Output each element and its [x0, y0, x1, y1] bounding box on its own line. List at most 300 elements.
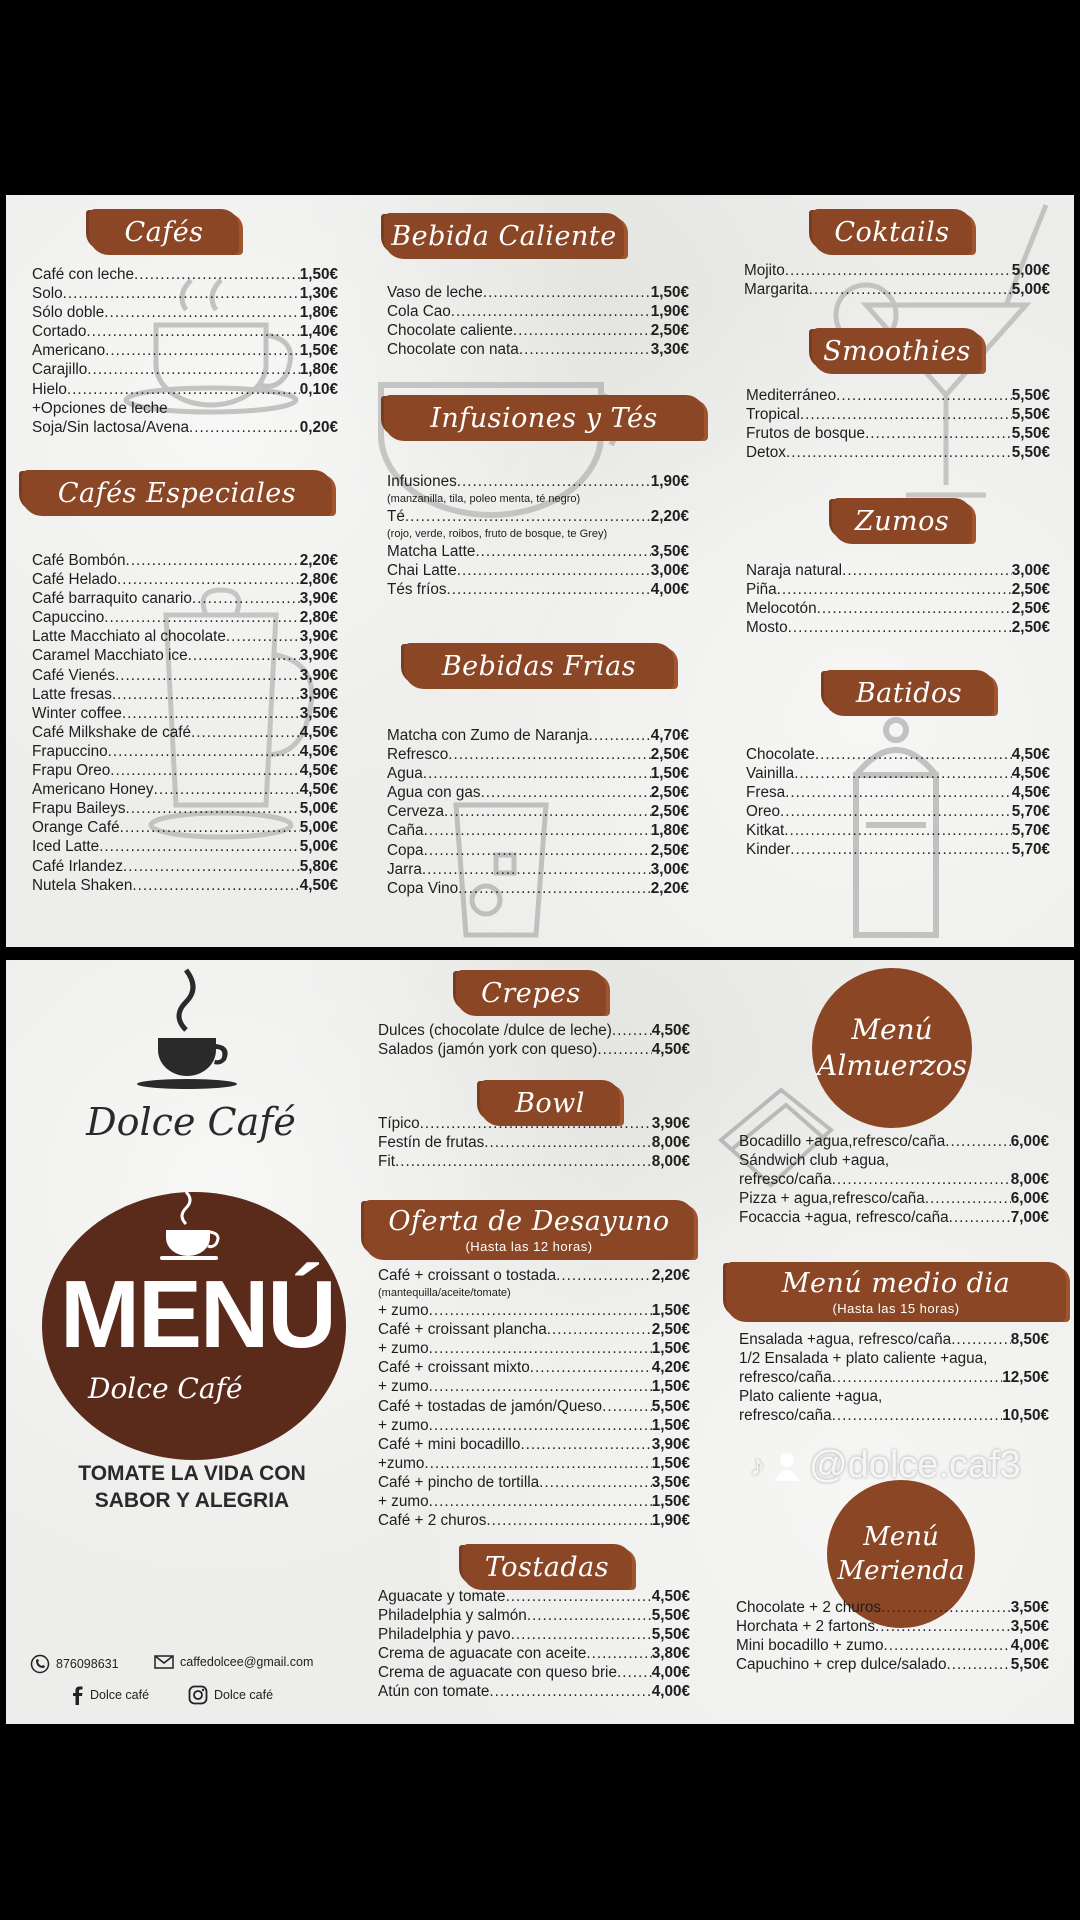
item-price: 2,50€ — [1011, 581, 1050, 599]
list-item — [32, 570, 338, 589]
list-item: Té ..... 2,20€ — [387, 507, 689, 526]
item-name: Latte fresas — [32, 685, 112, 703]
item-price: 1,50€ — [651, 1454, 690, 1472]
list-item — [378, 1339, 690, 1358]
item-name: Vaso de leche — [387, 284, 483, 301]
phone-contact[interactable] — [30, 1654, 119, 1674]
merienda-list — [736, 1598, 1049, 1674]
bebida-caliente-section-title: Bebida Caliente — [384, 213, 624, 259]
item-name: Café Vienés — [32, 666, 116, 684]
list-item — [746, 821, 1050, 840]
tostadas-section-title: Tostadas — [462, 1544, 632, 1590]
item-price: 2,50€ — [651, 1321, 690, 1339]
item-name: Winter coffee — [32, 704, 122, 722]
menu-word: MENÚ — [60, 1261, 335, 1368]
item-price: 4,50€ — [299, 762, 338, 780]
te-note: (rojo, verde, roibos, fruto de bosque, te Grey) — [387, 528, 608, 541]
almuerzos-title-2: Almuerzos — [817, 1049, 967, 1082]
item-name: Carajillo — [32, 361, 88, 379]
item-name: Cola Cao — [387, 303, 451, 321]
item-name: Café Helado — [32, 571, 118, 589]
item-name: Festín de frutas — [378, 1134, 485, 1152]
item-price: 3,00€ — [650, 562, 689, 580]
list-item — [32, 761, 338, 780]
item-name: Capuccino — [32, 609, 105, 627]
item-price: 2,50€ — [650, 322, 689, 340]
crepes-section-title: Crepes — [456, 970, 606, 1016]
list-item — [378, 1397, 690, 1416]
bebidas-frias-list — [387, 726, 689, 898]
item-name: 1/2 Ensalada + plato caliente +agua, — [739, 1350, 988, 1368]
list-item — [746, 386, 1050, 405]
item-price: 1,90€ — [650, 303, 689, 321]
cafes-section-title: Cafés — [89, 209, 239, 255]
item-price: 4,00€ — [651, 1683, 690, 1701]
email-icon — [154, 1654, 174, 1670]
list-item — [378, 1377, 690, 1396]
item-price: 4,50€ — [299, 781, 338, 799]
item-price: 10,50€ — [1002, 1407, 1049, 1425]
cafes-list — [32, 265, 338, 437]
list-item — [378, 1606, 690, 1625]
list-item — [746, 561, 1050, 580]
item-price: 5,50€ — [651, 1397, 690, 1415]
item-price: 3,50€ — [299, 704, 338, 722]
item-name: Jarra — [387, 860, 422, 878]
infusiones-list — [387, 472, 689, 599]
list-item — [387, 561, 689, 580]
coktails-section-title: Coktails — [812, 209, 972, 255]
medio-dia-section-title — [726, 1262, 1066, 1322]
list-item — [32, 341, 338, 360]
list-item — [746, 424, 1050, 443]
tiktok-icon: ♪ — [750, 1448, 765, 1482]
list-item — [32, 322, 338, 341]
item-price: 1,30€ — [299, 285, 338, 303]
zumos-list — [746, 561, 1050, 637]
item-price: 2,20€ — [299, 552, 338, 569]
coffee-cup-logo-icon — [130, 960, 250, 1100]
list-item — [746, 599, 1050, 618]
list-item — [387, 302, 689, 321]
list-item — [387, 726, 689, 745]
list-item — [378, 1320, 690, 1339]
item-price: 8,50€ — [1010, 1331, 1049, 1348]
item-price: 4,70€ — [650, 727, 689, 744]
item-price: 2,20€ — [650, 879, 689, 897]
item-name: Café Bombón — [32, 552, 126, 569]
food-menu-page — [6, 960, 1074, 1724]
item-name: Frutos de bosque — [746, 425, 866, 443]
almuerzos-title-1: Menú — [851, 1013, 933, 1046]
list-item — [378, 1644, 690, 1663]
list-item — [736, 1617, 1049, 1636]
item-price: 3,30€ — [650, 341, 689, 359]
item-name: Bocadillo +agua,refresco/caña — [739, 1133, 946, 1150]
item-name: Copa Vino — [387, 879, 459, 897]
item-price: 3,90€ — [299, 666, 338, 684]
list-item — [744, 280, 1050, 299]
instagram-contact[interactable] — [188, 1685, 273, 1705]
item-name: Café barraquito canario — [32, 590, 192, 608]
medio-dia-title: Menú medio dia — [781, 1268, 1011, 1299]
item-price: 3,90€ — [299, 647, 338, 665]
item-price: 5,70€ — [1011, 803, 1050, 821]
item-name: Refresco — [387, 746, 449, 764]
item-price: 5,50€ — [1011, 387, 1050, 404]
item-price: 2,50€ — [650, 784, 689, 802]
merienda-title-2: Merienda — [837, 1556, 965, 1586]
list-item — [387, 745, 689, 764]
item-price: 4,50€ — [651, 1041, 690, 1059]
list-item — [378, 1301, 690, 1320]
item-price: 3,50€ — [651, 1473, 690, 1491]
item-name: Chocolate con nata — [387, 341, 519, 359]
item-price: 3,90€ — [299, 685, 338, 703]
item-price: 4,00€ — [650, 581, 689, 599]
item-name: Atún con tomate — [378, 1683, 490, 1701]
cafes-especiales-section-title: Cafés Especiales — [22, 470, 332, 516]
item-name: Orange Café — [32, 819, 120, 837]
menu-sub-brand: Dolce Café — [88, 1372, 243, 1405]
item-price: 4,20€ — [651, 1359, 690, 1377]
zumos-section-title: Zumos — [832, 498, 972, 544]
item-price: 4,00€ — [651, 1664, 690, 1682]
list-item — [739, 1151, 1049, 1170]
item-name: + zumo — [378, 1378, 429, 1396]
facebook-name: Dolce café — [90, 1688, 150, 1702]
item-price: 3,50€ — [650, 543, 689, 561]
list-item — [746, 745, 1050, 764]
list-item — [746, 618, 1050, 637]
list-item — [378, 1040, 690, 1059]
item-price: 5,00€ — [1011, 281, 1050, 299]
item-price: 1,40€ — [299, 323, 338, 341]
item-price: 1,50€ — [650, 284, 689, 301]
email-contact[interactable] — [154, 1654, 313, 1670]
list-item — [746, 580, 1050, 599]
instagram-icon — [188, 1685, 208, 1705]
item-price: 5,50€ — [1010, 1656, 1049, 1674]
item-price: 7,00€ — [1010, 1209, 1049, 1227]
item-name: Mini bocadillo + zumo — [736, 1637, 884, 1655]
item-price: 5,70€ — [1011, 841, 1050, 859]
item-name: Tropical — [746, 406, 800, 424]
item-name: Crema de aguacate con queso brie — [378, 1664, 617, 1682]
item-name: Naraja natural — [746, 562, 843, 579]
item-name: Aguacate y tomate — [378, 1588, 506, 1605]
list-item — [744, 261, 1050, 280]
list-item — [739, 1406, 1049, 1425]
list-item — [32, 608, 338, 627]
item-name: Café + croissant plancha — [378, 1321, 547, 1339]
item-name: Detox — [746, 444, 786, 462]
item-price: 0,20€ — [299, 418, 338, 436]
item-name: Sándwich club +agua, — [739, 1152, 890, 1170]
list-item — [378, 1454, 690, 1473]
item-price: 3,00€ — [1011, 562, 1050, 579]
item-price: 3,00€ — [650, 860, 689, 878]
item-name: refresco/caña — [739, 1171, 832, 1189]
item-name: Oreo — [746, 803, 781, 821]
list-item — [32, 723, 338, 742]
item-name: Chai Latte — [387, 562, 457, 580]
item-name: Margarita — [744, 281, 809, 299]
item-name: Soja/Sin lactosa/Avena — [32, 418, 190, 436]
item-name: Caña — [387, 822, 424, 840]
list-item — [378, 1435, 690, 1454]
list-item — [32, 551, 338, 570]
user-icon — [773, 1451, 801, 1481]
list-item — [378, 1133, 690, 1152]
item-price: 1,50€ — [651, 1416, 690, 1434]
item-name: Vainilla — [746, 765, 795, 783]
item-price: 4,50€ — [651, 1588, 690, 1605]
list-item — [378, 1511, 690, 1530]
item-name: Kinder — [746, 841, 791, 859]
smoothies-section-title: Smoothies — [812, 328, 982, 374]
almuerzos-list — [739, 1132, 1049, 1227]
slogan — [32, 1460, 352, 1514]
item-price: 8,00€ — [651, 1134, 690, 1152]
item-name: Horchata + 2 fartons — [736, 1618, 876, 1636]
list-item — [32, 265, 338, 284]
item-name: Melocotón — [746, 600, 817, 618]
item-name: Matcha con Zumo de Naranja — [387, 727, 589, 744]
item-price: 2,80€ — [299, 571, 338, 589]
list-item — [739, 1368, 1049, 1387]
item-name: Piña — [746, 581, 777, 599]
infusiones-section-title: Infusiones y Tés — [384, 395, 704, 441]
list-item — [739, 1189, 1049, 1208]
item-price: 5,70€ — [1011, 822, 1050, 840]
item-name: Agua — [387, 765, 423, 783]
bowl-list — [378, 1114, 690, 1171]
bebida-caliente-list — [387, 283, 689, 359]
item-name: Plato caliente +agua, — [739, 1388, 883, 1406]
item-name: Mojito — [744, 262, 785, 279]
list-item — [32, 360, 338, 379]
item-name: Hielo — [32, 380, 67, 398]
item-price: 5,50€ — [1011, 425, 1050, 443]
list-item — [378, 1625, 690, 1644]
desayuno-note: (mantequilla/aceite/tomate) — [378, 1287, 511, 1300]
item-name: Café Irlandez — [32, 857, 123, 875]
item-name: Café + pincho de tortilla — [378, 1473, 540, 1491]
list-item — [746, 443, 1050, 462]
list-item — [746, 783, 1050, 802]
item-name: Tés fríos — [387, 581, 447, 599]
item-price: 5,00€ — [299, 800, 338, 818]
item-name: Focaccia +agua, refresco/caña — [739, 1209, 949, 1227]
list-item — [32, 399, 338, 418]
list-item — [746, 764, 1050, 783]
item-price: 8,00€ — [1010, 1171, 1049, 1189]
phone-icon — [30, 1654, 50, 1674]
item-name: Copa — [387, 841, 424, 859]
coktails-list — [744, 261, 1050, 299]
item-name: Frapu Baileys — [32, 800, 126, 818]
list-item — [378, 1358, 690, 1377]
brand-name: Dolce Café — [86, 1100, 296, 1144]
list-item — [387, 321, 689, 340]
item-price: 2,80€ — [299, 609, 338, 627]
item-name: Café + 2 churos — [378, 1512, 487, 1530]
list-item — [387, 841, 689, 860]
item-price: 8,00€ — [651, 1153, 690, 1171]
batidos-section-title: Batidos — [824, 670, 994, 716]
list-item — [378, 1492, 690, 1511]
item-price: 2,50€ — [650, 803, 689, 821]
item-price: 4,50€ — [1011, 746, 1050, 763]
item-price: 1,50€ — [299, 266, 338, 283]
tiktok-watermark — [750, 1444, 1021, 1487]
list-item — [32, 837, 338, 856]
item-price: 5,50€ — [651, 1626, 690, 1644]
list-item — [746, 802, 1050, 821]
item-name: Café con leche — [32, 266, 135, 283]
smoothies-list — [746, 386, 1050, 462]
list-item — [387, 802, 689, 821]
item-name: Café Milkshake de café — [32, 723, 191, 741]
item-name: + zumo — [378, 1302, 429, 1320]
list-item — [387, 542, 689, 561]
tostadas-list — [378, 1587, 690, 1702]
list-item: Café + croissant o tostada ..... 2,20€ — [378, 1266, 690, 1285]
list-item — [32, 857, 338, 876]
item-price: 1,50€ — [651, 1302, 690, 1320]
list-item — [378, 1416, 690, 1435]
desayuno-section-title — [364, 1200, 694, 1260]
item-name: Nutela Shaken — [32, 876, 133, 894]
item-name: Matcha Latte — [387, 543, 476, 561]
email-address: caffedolcee@gmail.com — [180, 1655, 314, 1669]
item-name: Frapuccino — [32, 742, 108, 760]
list-item — [387, 860, 689, 879]
item-name: Dulces (chocolate /dulce de leche) — [378, 1022, 612, 1039]
item-price: 1,50€ — [651, 1340, 690, 1358]
batidos-list — [746, 745, 1050, 860]
item-name: Pizza + agua,refresco/caña — [739, 1190, 925, 1208]
item-name: Café + croissant mixto — [378, 1359, 530, 1377]
item-name: Solo — [32, 285, 63, 303]
item-price: 5,00€ — [299, 838, 338, 856]
list-item — [378, 1473, 690, 1492]
item-name: Kitkat — [746, 822, 785, 840]
item-price: 3,90€ — [651, 1435, 690, 1453]
item-name: Americano — [32, 342, 106, 360]
bebidas-frias-section-title: Bebidas Frias — [404, 643, 674, 689]
list-item: Infusiones ..... 1,90€ — [387, 472, 689, 491]
item-price: 1,50€ — [651, 1378, 690, 1396]
list-item — [387, 764, 689, 783]
desayuno-list — [378, 1266, 690, 1530]
item-price: 2,50€ — [650, 841, 689, 859]
item-price: 4,50€ — [1011, 765, 1050, 783]
item-name: Chocolate — [746, 746, 815, 763]
item-name: Agua con gas — [387, 784, 481, 802]
list-item — [32, 685, 338, 704]
item-price: 2,50€ — [1011, 600, 1050, 618]
list-item — [746, 405, 1050, 424]
medio-dia-subtitle: (Hasta las 15 horas) — [832, 1301, 960, 1316]
list-item — [32, 627, 338, 646]
item-price: 3,90€ — [299, 590, 338, 608]
list-item — [736, 1655, 1049, 1674]
item-name: Americano Honey — [32, 781, 154, 799]
item-name: Cerveza — [387, 803, 444, 821]
list-item — [739, 1349, 1049, 1368]
item-name: Chocolate caliente — [387, 322, 513, 340]
list-item — [746, 840, 1050, 859]
list-item — [739, 1132, 1049, 1151]
facebook-contact[interactable] — [70, 1685, 149, 1705]
list-item — [32, 303, 338, 322]
item-name: + zumo — [378, 1416, 429, 1434]
item-price: 3,50€ — [1010, 1599, 1049, 1616]
item-price: 12,50€ — [1002, 1369, 1049, 1387]
item-name: Frapu Oreo — [32, 762, 111, 780]
list-item — [739, 1170, 1049, 1189]
item-price: 4,50€ — [299, 723, 338, 741]
item-name: Latte Macchiato al chocolate — [32, 628, 226, 646]
list-item — [32, 780, 338, 799]
item-price: 1,90€ — [651, 1512, 690, 1530]
cafes-especiales-list — [32, 551, 338, 895]
bowl-section-title: Bowl — [480, 1080, 620, 1126]
instagram-name: Dolce café — [214, 1688, 274, 1702]
item-name: Chocolate + 2 churos — [736, 1599, 881, 1616]
list-item — [32, 589, 338, 608]
item-price: 1,80€ — [299, 304, 338, 322]
list-item — [739, 1387, 1049, 1406]
item-name: + zumo — [378, 1493, 429, 1511]
item-price: 4,50€ — [651, 1022, 690, 1039]
item-name: Philadelphia y pavo — [378, 1626, 511, 1644]
list-item — [378, 1663, 690, 1682]
item-name: refresco/caña — [739, 1407, 832, 1425]
list-item — [32, 380, 338, 399]
phone-number: 876098631 — [56, 1657, 119, 1671]
slogan-line-1: TOMATE LA VIDA CON — [78, 1462, 306, 1485]
item-price: 5,00€ — [299, 819, 338, 837]
item-price: 1,80€ — [650, 822, 689, 840]
list-item — [387, 283, 689, 302]
list-item — [378, 1021, 690, 1040]
item-price: 5,50€ — [1011, 444, 1050, 462]
item-price: 1,80€ — [299, 361, 338, 379]
list-item — [32, 284, 338, 303]
list-item — [378, 1152, 690, 1171]
item-price: 6,00€ — [1010, 1190, 1049, 1208]
list-item — [387, 821, 689, 840]
item-price: 4,50€ — [299, 742, 338, 760]
item-name: Salados (jamón york con queso) — [378, 1041, 598, 1059]
item-price: 2,50€ — [650, 746, 689, 764]
item-name: Fit — [378, 1153, 395, 1171]
item-name: Café + mini bocadillo — [378, 1435, 521, 1453]
item-name: Caramel Macchiato ice — [32, 647, 188, 665]
item-name: Ensalada +agua, refresco/caña — [739, 1331, 952, 1348]
list-item — [32, 704, 338, 723]
facebook-icon — [70, 1685, 84, 1705]
item-price: 0,10€ — [299, 380, 338, 398]
item-price: 5,50€ — [651, 1607, 690, 1625]
item-name: Café + tostadas de jamón/Queso — [378, 1397, 603, 1415]
item-name: Capuchino + crep dulce/salado — [736, 1656, 947, 1674]
drinks-menu-page — [6, 195, 1074, 947]
medio-dia-list — [739, 1330, 1049, 1425]
